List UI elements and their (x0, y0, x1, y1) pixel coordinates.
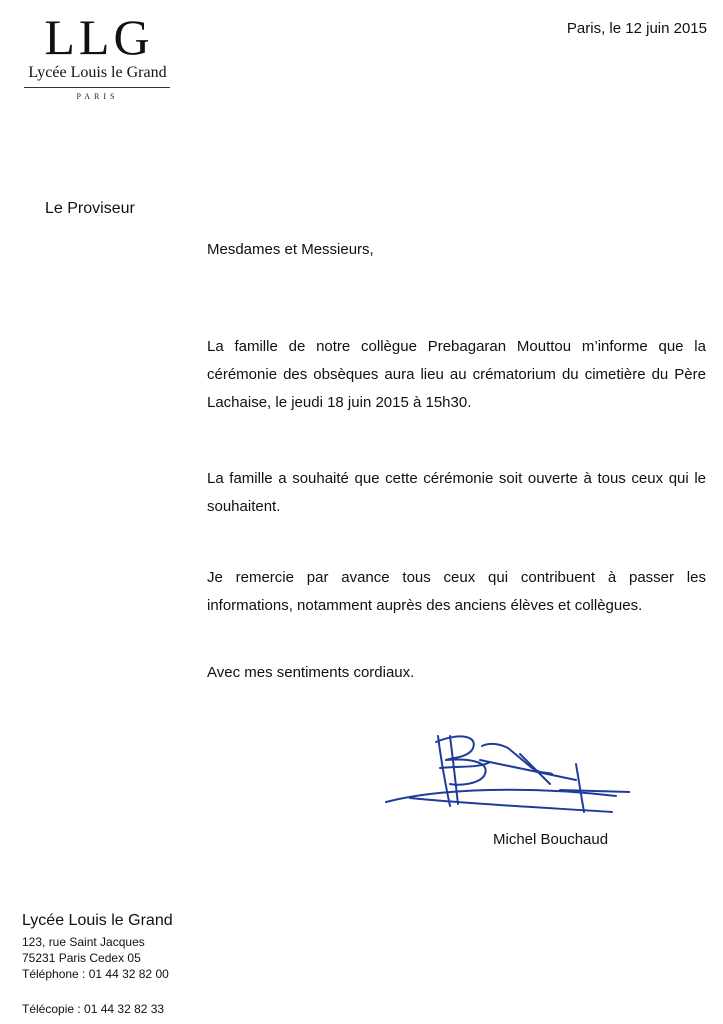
sender-title: Le Proviseur (45, 200, 135, 217)
logo-monogram: LLG (44, 9, 154, 65)
salutation: Mesdames et Messieurs, (207, 241, 374, 258)
footer-postal: 75231 Paris Cedex 05 (22, 951, 141, 965)
logo-divider (24, 87, 170, 88)
body-paragraph-3: Je remercie par avance tous ceux qui contribuent à passer les informations, notamment auprès des anciens élèves et collègues. (207, 569, 706, 614)
footer-fax: Télécopie : 01 44 32 82 33 (22, 1002, 165, 1016)
footer-phone: Téléphone : 01 44 32 82 00 (22, 967, 169, 981)
footer-address (22, 912, 173, 982)
footer-street: 123, rue Saint Jacques (22, 935, 145, 949)
logo-school-name: Lycée Louis le Grand (28, 64, 167, 81)
handwritten-signature (380, 728, 630, 828)
signer-name: Michel Bouchaud (493, 831, 609, 848)
body-paragraph-1: La famille de notre collègue Prebagaran Mouttou m’informe que la cérémonie des obsèques aura lieu au crématorium du cimetière du Père Lachaise, le jeudi 18 juin 2015 à 15h30. (207, 338, 706, 411)
logo-city: PARIS (76, 92, 119, 101)
body-paragraph-2: La famille a souhaité que cette cérémonie soit ouverte à tous ceux qui le souhaitent. (207, 470, 706, 515)
letter-date: Paris, le 12 juin 2015 (566, 20, 707, 37)
closing-line: Avec mes sentiments cordiaux. (207, 664, 415, 681)
footer-school-name: Lycée Louis le Grand (22, 912, 173, 929)
